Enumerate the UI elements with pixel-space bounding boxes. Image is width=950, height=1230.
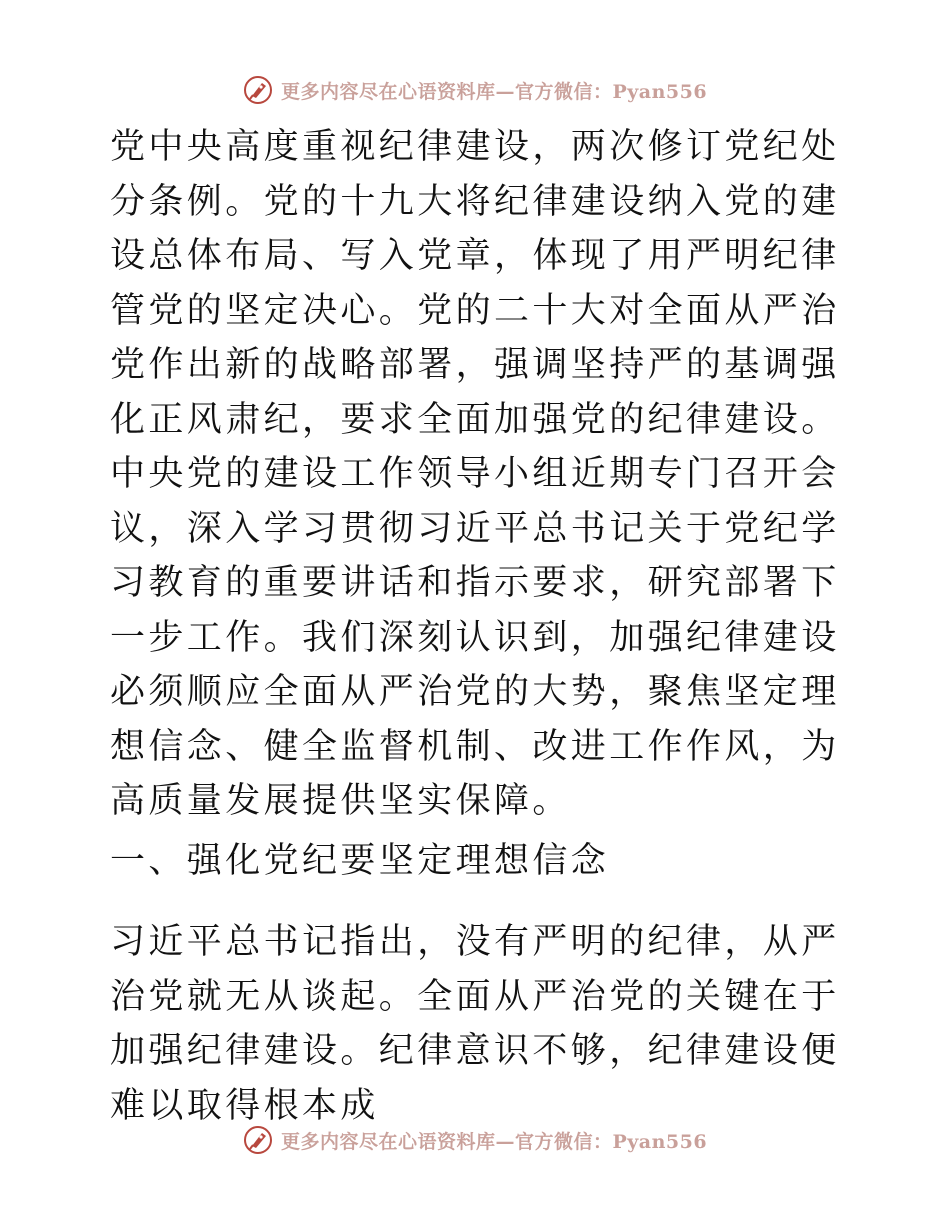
watermark-text: 更多内容尽在心语资料库—官方微信：Pyan556 xyxy=(280,1130,708,1153)
section-heading: 一、强化党纪要坚定理想信念 xyxy=(110,841,610,881)
body-paragraph-1: 党中央高度重视纪律建设，两次修订党纪处分条例。党的十九大将纪律建设纳入党的建设总体布局、写入党章，体现了用严明纪律管党的坚定决心。党的二十大对全面从严治党作出新的战略部署，强调坚持严的基调强化正风肃纪，要求全面加强党的纪律建设。中央党的建设工作领导小组近期专门召开会议，深入学习贯彻习近平总书记关于党纪学习教育的重要讲话和指示要求，研究部署下一步工作。我们深刻认识到，加强纪律建设必须顺应全面从严治党的大势，聚焦坚定理想信念、健全监督机制、改进工作作风，为高质量发展提供坚实保障。 xyxy=(110,127,840,821)
watermark-banner-top xyxy=(0,70,950,110)
body-paragraph-2: 习近平总书记指出，没有严明的纪律，从严治党就无从谈起。全面从严治党的关键在于加强纪律建设。纪律意识不够，纪律建设便难以取得根本成 xyxy=(110,922,840,1126)
watermark-banner-bottom xyxy=(0,1120,950,1160)
pen-nib-logo-icon xyxy=(243,1125,273,1155)
watermark-text: 更多内容尽在心语资料库—官方微信：Pyan556 xyxy=(280,80,708,103)
pen-nib-logo-icon xyxy=(243,75,273,105)
